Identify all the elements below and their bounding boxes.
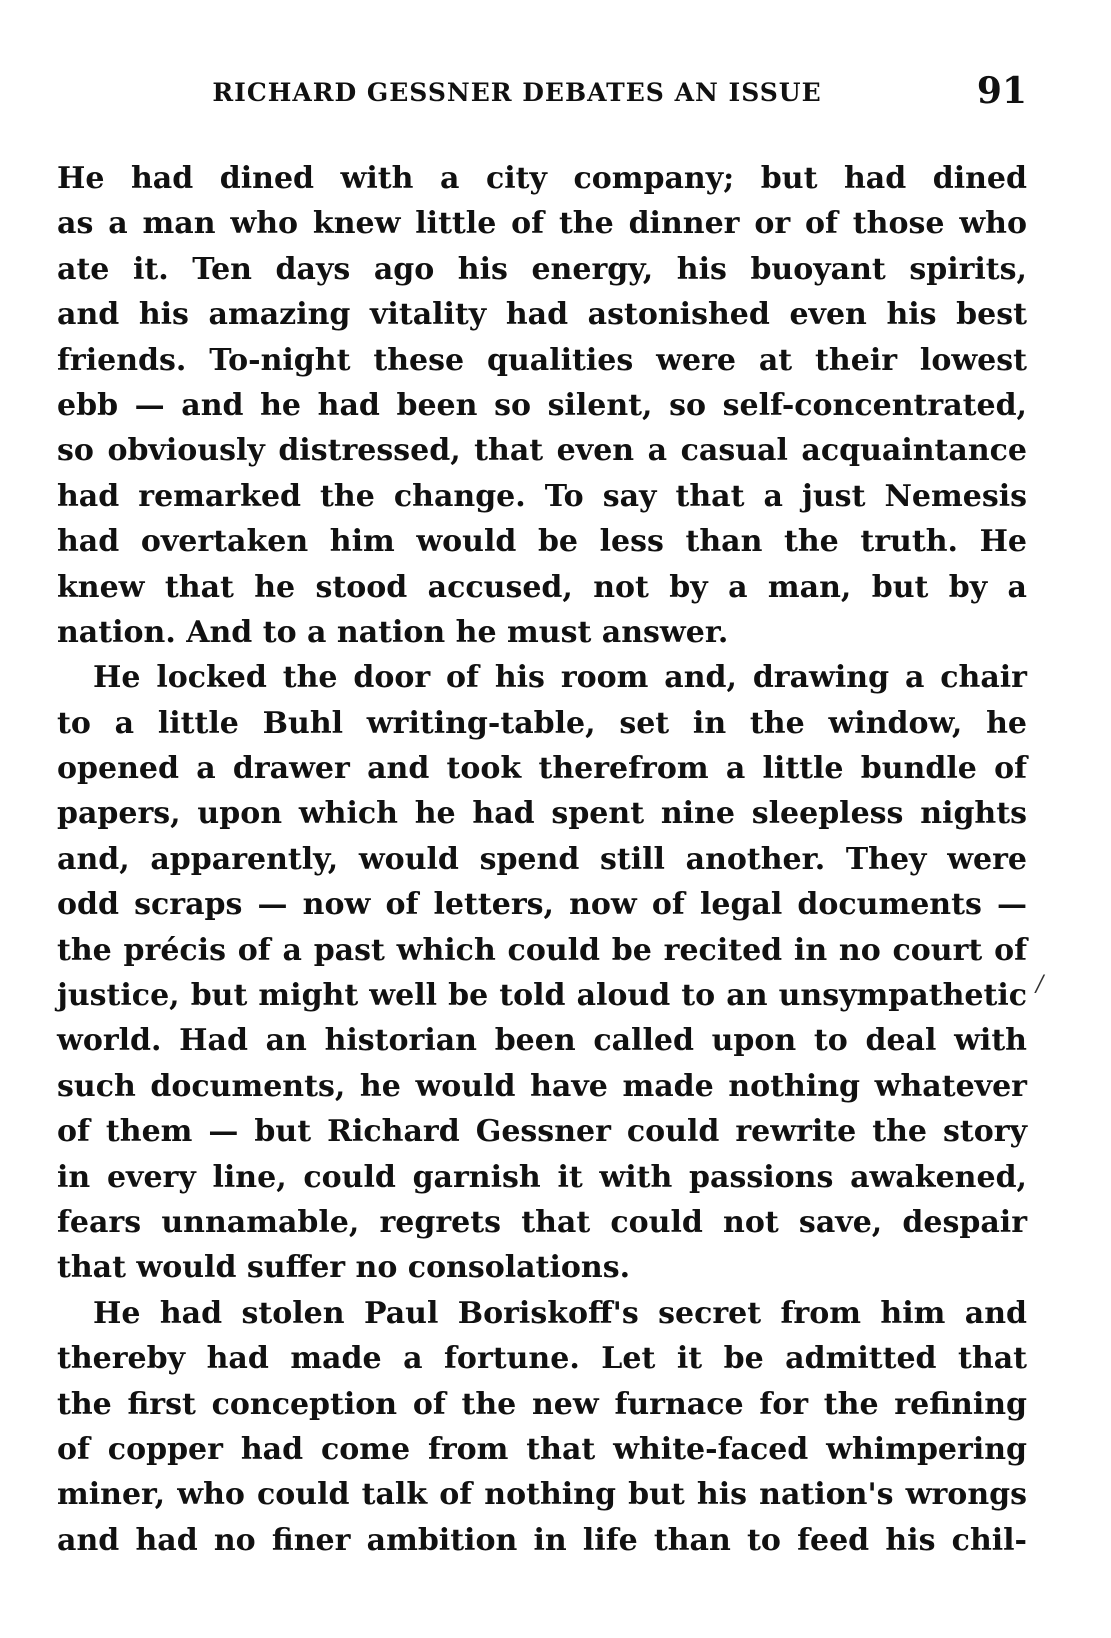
stray-mark: / — [1036, 972, 1044, 997]
text-line: friends. To-night these qualities were at their lowest — [57, 342, 1027, 378]
text-line: such documents, he would have made nothing whatever — [57, 1068, 1027, 1104]
text-line: miner, who could talk of nothing but his nation's wrongs — [57, 1477, 1027, 1513]
text-line: ate it. Ten days ago his energy, his buoyant spirits, — [57, 251, 1027, 287]
text-line: opened a drawer and took therefrom a little bundle of — [57, 751, 1027, 787]
text-line: so obviously distressed, that even a casual acquaintance — [57, 433, 1027, 469]
text-line: and his amazing vitality had astonished even his best — [57, 297, 1027, 333]
text-line: to a little Buhl writing-table, set in the window, he — [57, 705, 1027, 741]
text-line: thereby had made a fortune. Let it be admitted that — [57, 1341, 1027, 1377]
text-line: had overtaken him would be less than the truth. He — [57, 524, 1027, 560]
text-line: world. Had an historian been called upon to deal with — [57, 1023, 1027, 1059]
text-line: that would suffer no consolations. — [57, 1250, 631, 1286]
text-line: justice, but might well be told aloud to an unsympathetic — [57, 978, 1027, 1014]
text-line: He had stolen Paul Boriskoff's secret from him and — [93, 1295, 1027, 1331]
text-line: fears unnamable, regrets that could not save, despair — [57, 1204, 1027, 1240]
running-head — [57, 70, 1027, 120]
text-line: the first conception of the new furnace for the refining — [57, 1386, 1027, 1422]
running-title: RICHARD GESSNER DEBATES AN ISSUE — [212, 78, 822, 107]
text-line: in every line, could garnish it with passions awakened, — [57, 1159, 1027, 1195]
text-line: as a man who knew little of the dinner or of those who — [57, 206, 1027, 242]
text-line: He locked the door of his room and, drawing a chair — [93, 660, 1027, 696]
text-line: nation. And to a nation he must answer. — [57, 614, 729, 650]
text-line: and, apparently, would spend still another. They were — [57, 841, 1027, 877]
text-line: the précis of a past which could be recited in no court of — [57, 932, 1027, 968]
text-line: and had no finer ambition in life than to feed his chil- — [57, 1522, 1027, 1558]
text-line: odd scraps — now of letters, now of legal documents — — [57, 887, 1027, 923]
text-line: papers, upon which he had spent nine sleepless nights — [57, 796, 1027, 832]
text-line: of copper had come from that white-faced whimpering — [57, 1431, 1027, 1467]
text-line: had remarked the change. To say that a just Nemesis — [57, 478, 1027, 514]
page-number: 91 — [976, 70, 1027, 112]
body-text — [57, 156, 1027, 1563]
text-line: knew that he stood accused, not by a man, but by a — [57, 569, 1027, 605]
text-line: He had dined with a city company; but had dined — [57, 161, 1027, 196]
text-line: ebb — and he had been so silent, so self-concentrated, — [57, 387, 1027, 423]
text-line: of them — but Richard Gessner could rewrite the story — [57, 1114, 1027, 1150]
